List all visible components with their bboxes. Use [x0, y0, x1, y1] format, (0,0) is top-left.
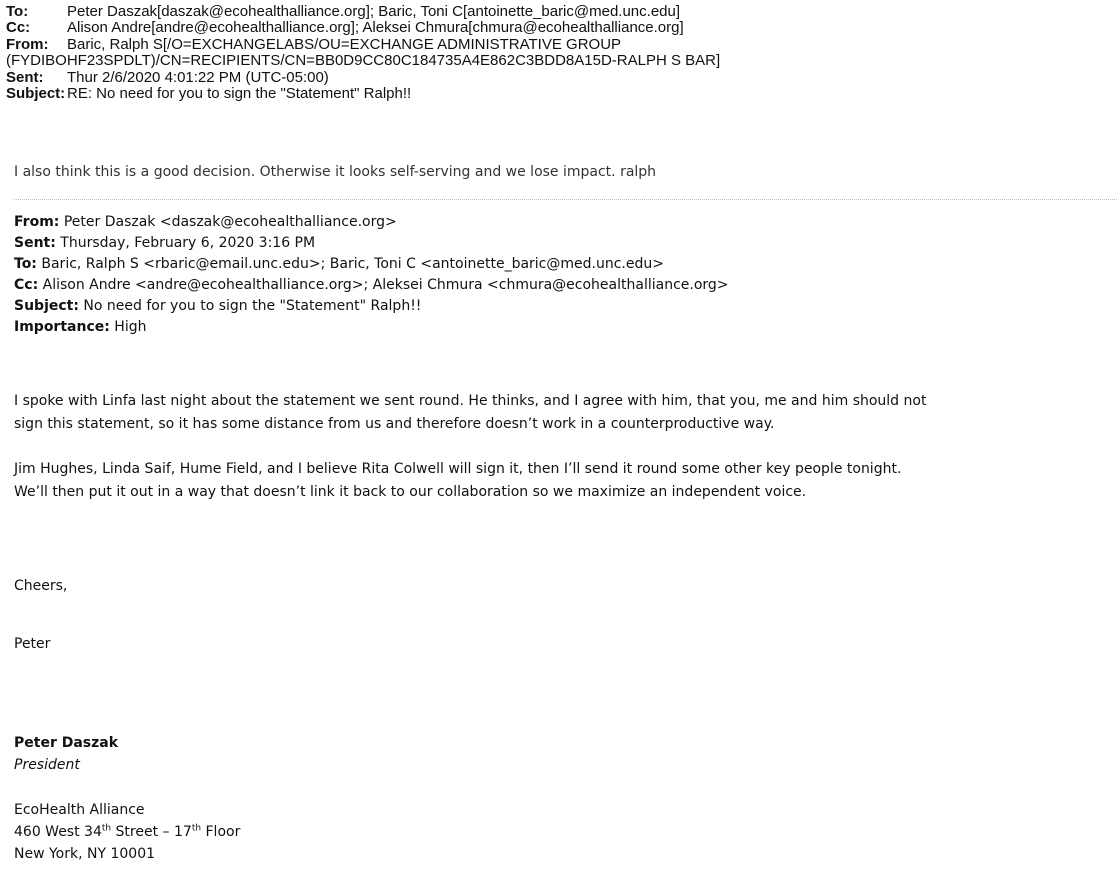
outer-to-label: To: — [6, 3, 29, 20]
address-sup-1: th — [101, 823, 112, 834]
body-paragraph-1-line-2: sign this statement, so it has some distance from us and therefore doesn’t work in a counterproductive way. — [14, 415, 775, 432]
outer-email-header — [6, 4, 1111, 102]
inner-email-header — [14, 212, 729, 338]
signature-name: Peter Daszak — [14, 735, 119, 751]
body-paragraph-2-line-2: We’ll then put it out in a way that doesn’t link it back to our collaboration so we maximize an independent voice. — [14, 483, 807, 500]
outer-sent-label: Sent: — [6, 68, 44, 86]
inner-sent-label: Sent: — [14, 235, 56, 251]
outer-sent-row — [6, 70, 1111, 86]
outer-cc-row — [6, 20, 1111, 36]
signature-address — [14, 824, 240, 840]
body-paragraph-2 — [14, 458, 1114, 503]
inner-from-label: From: — [14, 214, 60, 230]
body-paragraph-1 — [14, 390, 1114, 435]
outer-from-label: From: — [6, 35, 49, 53]
outer-from-continuation: (FYDIBOHF23SPDLT)/CN=RECIPIENTS/CN=BB0D9CC80C184735A4E862C3BDD8A15D-RALPH S BAR] — [6, 52, 721, 70]
address-mid: Street – 17 — [111, 824, 192, 840]
signoff-text: Peter — [14, 636, 51, 652]
closing-text: Cheers, — [14, 578, 68, 594]
inner-sent-row — [14, 233, 729, 254]
inner-cc-row — [14, 275, 729, 296]
address-pre: 460 West 34 — [14, 824, 102, 840]
outer-to-value: Peter Daszak[daszak@ecohealthalliance.org]; Baric, Toni C[antoinette_baric@med.unc.edu] — [67, 3, 681, 20]
outer-from-row — [6, 37, 1111, 53]
outer-from-value: Baric, Ralph S[/O=EXCHANGELABS/OU=EXCHANGE ADMINISTRATIVE GROUP — [67, 35, 622, 53]
inner-to-row — [14, 254, 729, 275]
address-post: Floor — [201, 824, 241, 840]
reply-divider — [14, 199, 1117, 200]
outer-subject-row — [6, 86, 1111, 102]
outer-to-row — [6, 4, 1111, 20]
inner-subject-row — [14, 296, 729, 317]
signature-city: New York, NY 10001 — [14, 846, 156, 862]
inner-subject-label: Subject: — [14, 298, 79, 314]
outer-subject-value: RE: No need for you to sign the "Statement" Ralph!! — [67, 85, 412, 103]
outer-sent-value: Thur 2/6/2020 4:01:22 PM (UTC-05:00) — [67, 68, 329, 86]
inner-from-row — [14, 212, 729, 233]
outer-subject-label: Subject: — [6, 85, 66, 103]
inner-cc-value: Alison Andre <andre@ecohealthalliance.org>; Aleksei Chmura <chmura@ecohealthalliance.org> — [42, 277, 729, 293]
inner-cc-label: Cc: — [14, 277, 39, 293]
inner-importance-row — [14, 317, 729, 338]
outer-cc-label: Cc: — [6, 19, 31, 37]
inner-importance-label: Importance: — [14, 319, 110, 335]
outer-cc-value: Alison Andre[andre@ecohealthalliance.org]; Aleksei Chmura[chmura@ecohealthalliance.org] — [67, 19, 684, 37]
inner-sent-value: Thursday, February 6, 2020 3:16 PM — [60, 235, 316, 251]
signature-org: EcoHealth Alliance — [14, 802, 145, 818]
signature-title: President — [14, 757, 80, 773]
inner-to-label: To: — [14, 256, 37, 272]
inner-subject-value: No need for you to sign the "Statement" Ralph!! — [83, 298, 422, 314]
body-paragraph-2-line-1: Jim Hughes, Linda Saif, Hume Field, and I believe Rita Colwell will sign it, then I’ll send it round some other key people tonight. — [14, 461, 902, 477]
address-sup-2: th — [191, 823, 202, 834]
body-paragraph-1-line-1: I spoke with Linfa last night about the statement we sent round. He thinks, and I agree with him, that you, me and him should not — [14, 393, 927, 409]
inner-from-value: Peter Daszak <daszak@ecohealthalliance.org> — [63, 214, 397, 230]
inner-importance-value: High — [114, 319, 147, 335]
inner-to-value: Baric, Ralph S <rbaric@email.unc.edu>; Baric, Toni C <antoinette_baric@med.unc.edu> — [41, 256, 664, 272]
reply-text: I also think this is a good decision. Otherwise it looks self-serving and we lose impact. ralph — [14, 164, 657, 180]
